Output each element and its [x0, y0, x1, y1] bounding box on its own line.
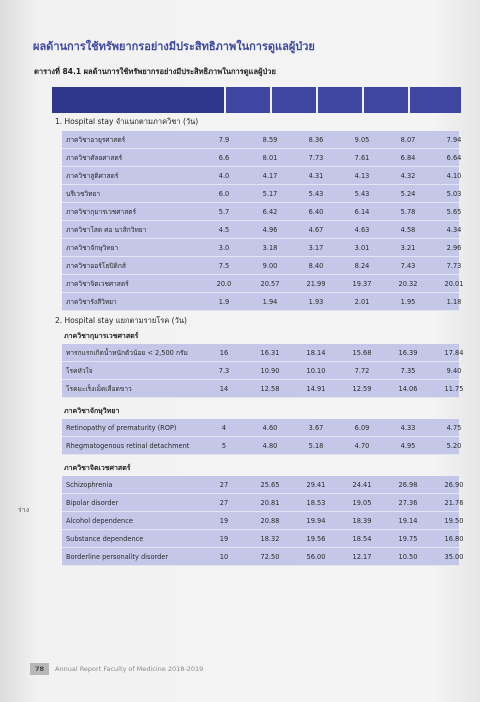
table-row — [62, 185, 462, 203]
value-cell: 4.58 — [400, 226, 416, 234]
table-row — [62, 203, 462, 221]
value-cell: 12.17 — [352, 553, 372, 561]
value-cell: 10 — [219, 553, 229, 561]
value-cell: 9.05 — [354, 136, 370, 144]
value-cell: 7.3 — [218, 367, 230, 375]
header-cell — [316, 87, 362, 113]
value-cell: 5.24 — [400, 190, 416, 198]
row-label: Borderline personality disorder — [66, 553, 169, 561]
value-cell: 19.50 — [444, 517, 464, 525]
value-cell: 4.63 — [354, 226, 370, 234]
table-row — [62, 221, 462, 239]
value-cell: 19 — [219, 535, 229, 543]
value-cell: 7.35 — [400, 367, 416, 375]
value-cell: 2.01 — [354, 298, 370, 306]
value-cell: 4.67 — [308, 226, 324, 234]
value-cell: 12.59 — [352, 385, 372, 393]
page-heading: ผลด้านการใช้ทรัพยากรอย่างมีประสิทธิภาพในการดูแลผู้ป่วย — [33, 40, 315, 53]
header-cell — [362, 87, 408, 113]
row-label: ทารกแรกเกิดน้ำหนักตัวน้อย < 2,500 กรัม — [66, 349, 188, 357]
value-cell: 6.84 — [400, 154, 416, 162]
value-cell: 1.18 — [446, 298, 462, 306]
value-cell: 3.21 — [400, 244, 416, 252]
value-cell: 16.80 — [444, 535, 464, 543]
value-cell: 4.75 — [446, 424, 462, 432]
table-row — [62, 293, 462, 311]
row-label: Bipolar disorder — [66, 499, 119, 507]
value-cell: 14 — [219, 385, 229, 393]
value-cell: 19 — [219, 517, 229, 525]
value-cell: 20.0 — [216, 280, 232, 288]
value-cell: 17.84 — [444, 349, 464, 357]
table-row — [62, 437, 462, 455]
value-cell: 14.06 — [398, 385, 418, 393]
header-cell — [408, 87, 461, 113]
row-label: ภาควิชารังสีวิทยา — [66, 298, 117, 306]
header-cell — [224, 87, 270, 113]
value-cell: 3.67 — [308, 424, 324, 432]
value-cell: 12.58 — [260, 385, 280, 393]
value-cell: 4.80 — [262, 442, 278, 450]
value-cell: 4.5 — [218, 226, 230, 234]
table-row — [62, 257, 462, 275]
row-label: โรคมะเร็งเม็ดเลือดขาว — [66, 385, 132, 393]
table-row — [62, 512, 464, 530]
table-row — [62, 275, 464, 293]
value-cell: 5.43 — [354, 190, 370, 198]
value-cell: 4.70 — [354, 442, 370, 450]
value-cell: 6.09 — [354, 424, 370, 432]
value-cell: 10.10 — [306, 367, 326, 375]
value-cell: 1.95 — [400, 298, 416, 306]
row-label: ภาควิชาจักษุวิทยา — [66, 244, 119, 252]
value-cell: 27.36 — [398, 499, 418, 507]
value-cell: 19.14 — [398, 517, 418, 525]
value-cell: 4.0 — [218, 172, 230, 180]
value-cell: 3.17 — [308, 244, 324, 252]
value-cell: 18.53 — [306, 499, 326, 507]
value-cell: 15.68 — [352, 349, 372, 357]
header-cell — [270, 87, 316, 113]
value-cell: 20.01 — [444, 280, 464, 288]
value-cell: 10.50 — [398, 553, 418, 561]
value-cell: 6.14 — [354, 208, 370, 216]
value-cell: 4.17 — [262, 172, 278, 180]
value-cell: 4 — [221, 424, 227, 432]
value-cell: 8.24 — [354, 262, 370, 270]
table-row — [62, 380, 464, 398]
value-cell: 3.01 — [354, 244, 370, 252]
value-cell: 5.18 — [308, 442, 324, 450]
value-cell: 8.40 — [308, 262, 324, 270]
page-number: 78 — [30, 663, 49, 675]
table-header-row — [52, 87, 459, 113]
value-cell: 8.01 — [262, 154, 278, 162]
value-cell: 7.73 — [446, 262, 462, 270]
value-cell: 8.59 — [262, 136, 278, 144]
value-cell: 20.88 — [260, 517, 280, 525]
value-cell: 24.41 — [352, 481, 372, 489]
table-row — [62, 167, 462, 185]
value-cell: 4.60 — [262, 424, 278, 432]
value-cell: 19.75 — [398, 535, 418, 543]
value-cell: 7.94 — [446, 136, 462, 144]
value-cell: 4.34 — [446, 226, 462, 234]
value-cell: 1.9 — [218, 298, 230, 306]
group-subtitle: ภาควิชากุมารเวชศาสตร์ — [64, 332, 139, 340]
table-row — [62, 131, 462, 149]
data-table — [52, 87, 464, 618]
table-row — [62, 530, 464, 548]
value-cell: 21.76 — [444, 499, 464, 507]
value-cell: 19.94 — [306, 517, 326, 525]
row-label: นรีเวชวิทยา — [66, 190, 101, 198]
value-cell: 3.0 — [218, 244, 230, 252]
value-cell: 8.07 — [400, 136, 416, 144]
row-label: Rhegmatogenous retinal detachment — [66, 442, 190, 450]
value-cell: 29.41 — [306, 481, 326, 489]
value-cell: 6.0 — [218, 190, 230, 198]
value-cell: 18.54 — [352, 535, 372, 543]
value-cell: 14.91 — [306, 385, 326, 393]
value-cell: 56.00 — [306, 553, 326, 561]
value-cell: 16 — [219, 349, 229, 357]
value-cell: 1.93 — [308, 298, 324, 306]
value-cell: 18.39 — [352, 517, 372, 525]
value-cell: 2.96 — [446, 244, 462, 252]
value-cell: 5.03 — [446, 190, 462, 198]
value-cell: 26.90 — [444, 481, 464, 489]
value-cell: 5.78 — [400, 208, 416, 216]
value-cell: 4.10 — [446, 172, 462, 180]
value-cell: 4.95 — [400, 442, 416, 450]
value-cell: 5.65 — [446, 208, 462, 216]
value-cell: 9.00 — [262, 262, 278, 270]
value-cell: 1.94 — [262, 298, 278, 306]
value-cell: 8.36 — [308, 136, 324, 144]
value-cell: 19.05 — [352, 499, 372, 507]
value-cell: 4.96 — [262, 226, 278, 234]
table-row — [62, 239, 462, 257]
group-subtitle: ภาควิชาจักษุวิทยา — [64, 407, 120, 415]
value-cell: 18.32 — [260, 535, 280, 543]
section-title: 1. Hospital stay จำแนกตามภาควิชา (วัน) — [55, 117, 199, 126]
section-title: 2. Hospital stay แยกตามรายโรค (วัน) — [55, 316, 187, 325]
value-cell: 18.14 — [306, 349, 326, 357]
value-cell: 4.31 — [308, 172, 324, 180]
row-label: โรคหัวใจ — [66, 367, 93, 375]
value-cell: 7.61 — [354, 154, 370, 162]
value-cell: 27 — [219, 481, 229, 489]
value-cell: 4.32 — [400, 172, 416, 180]
table-row — [62, 344, 464, 362]
row-label: ภาควิชาอายุรศาสตร์ — [66, 136, 126, 144]
value-cell: 7.72 — [354, 367, 370, 375]
row-label: ภาควิชาออร์โธปิดิกส์ — [66, 262, 126, 270]
row-label: ภาควิชาโสต ศอ นาสิกวิทยา — [66, 226, 147, 234]
value-cell: 20.81 — [260, 499, 280, 507]
row-label: Substance dependence — [66, 535, 144, 543]
table-caption: ตารางที่ 84.1 ผลด้านการใช้ทรัพยากรอย่างมีประสิทธิภาพในการดูแลผู้ป่วย — [34, 67, 276, 76]
value-cell: 6.40 — [308, 208, 324, 216]
row-label: ภาควิชาสูติศาสตร์ — [66, 172, 119, 180]
value-cell: 16.39 — [398, 349, 418, 357]
page-footer — [30, 663, 290, 675]
value-cell: 19.56 — [306, 535, 326, 543]
table-row — [62, 548, 464, 566]
value-cell: 7.9 — [218, 136, 230, 144]
table-row — [62, 476, 464, 494]
value-cell: 6.6 — [218, 154, 230, 162]
value-cell: 3.18 — [262, 244, 278, 252]
value-cell: 7.5 — [218, 262, 230, 270]
value-cell: 5.17 — [262, 190, 278, 198]
value-cell: 20.32 — [398, 280, 418, 288]
value-cell: 7.73 — [308, 154, 324, 162]
row-label: Retinopathy of prematurity (ROP) — [66, 424, 177, 432]
row-label: Schizophrenia — [66, 481, 113, 489]
value-cell: 26.98 — [398, 481, 418, 489]
value-cell: 21.99 — [306, 280, 326, 288]
value-cell: 25.65 — [260, 481, 280, 489]
value-cell: 16.31 — [260, 349, 280, 357]
row-label: ภาควิชากุมารเวชศาสตร์ — [66, 208, 137, 216]
value-cell: 4.33 — [400, 424, 416, 432]
value-cell: 5.20 — [446, 442, 462, 450]
table-row — [62, 419, 462, 437]
table-row — [62, 494, 464, 512]
row-label: ภาควิชาศัลยศาสตร์ — [66, 154, 123, 162]
value-cell: 5 — [221, 442, 227, 450]
row-label: ภาควิชาจิตเวชศาสตร์ — [66, 280, 129, 288]
row-label: Alcohol dependence — [66, 517, 133, 525]
footer-text: Annual Report Faculty of Medicine 2018-2019 — [55, 665, 204, 673]
table-row — [62, 362, 462, 380]
value-cell: 72.50 — [260, 553, 280, 561]
value-cell: 7.43 — [400, 262, 416, 270]
value-cell: 6.64 — [446, 154, 462, 162]
value-cell: 4.13 — [354, 172, 370, 180]
value-cell: 5.7 — [218, 208, 230, 216]
value-cell: 19.37 — [352, 280, 372, 288]
value-cell: 10.90 — [260, 367, 280, 375]
value-cell: 5.43 — [308, 190, 324, 198]
group-subtitle: ภาควิชาจิตเวชศาสตร์ — [64, 464, 131, 472]
value-cell: 27 — [219, 499, 229, 507]
value-cell: 20.57 — [260, 280, 280, 288]
value-cell: 35.00 — [444, 553, 464, 561]
value-cell: 9.40 — [446, 367, 462, 375]
table-row — [62, 149, 462, 167]
value-cell: 11.75 — [444, 385, 464, 393]
handwritten-margin-note: ร่าง — [18, 506, 30, 514]
value-cell: 6.42 — [262, 208, 278, 216]
